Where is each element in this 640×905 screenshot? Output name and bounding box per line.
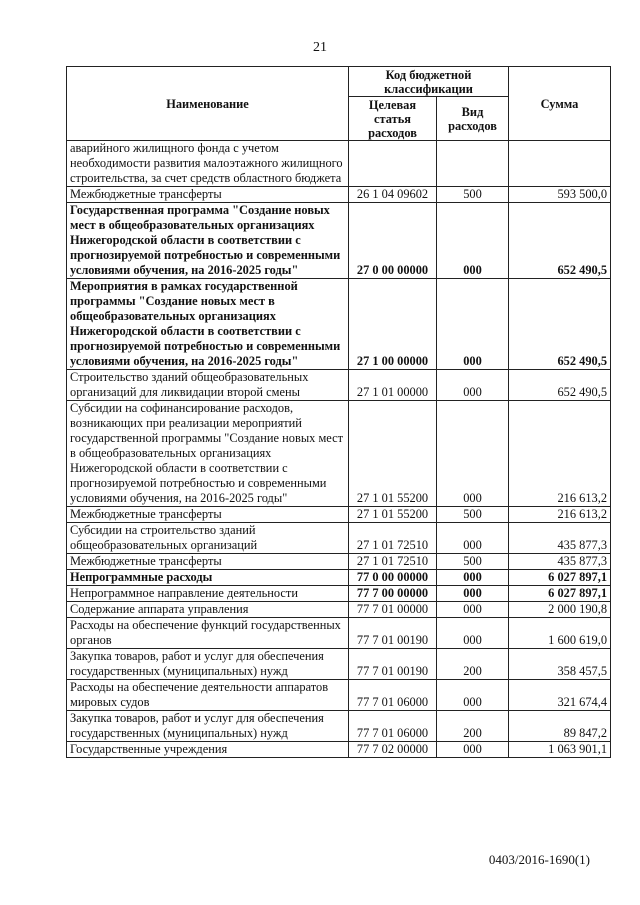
row-expense-type: [437, 141, 509, 187]
table-row: [67, 141, 611, 187]
row-expense-type: 200: [437, 649, 509, 680]
header-expense-type: Вид расходов: [437, 97, 509, 141]
table-row: [67, 742, 611, 758]
row-sum: 1 600 619,0: [509, 618, 611, 649]
row-sum: 6 027 897,1: [509, 586, 611, 602]
row-expense-type: 000: [437, 742, 509, 758]
row-sum: 216 613,2: [509, 507, 611, 523]
table-row: [67, 554, 611, 570]
row-sum: 321 674,4: [509, 680, 611, 711]
row-sum: 652 490,5: [509, 203, 611, 279]
table-row: [67, 570, 611, 586]
table-row: [67, 523, 611, 554]
row-target-article: 27 1 01 72510: [349, 554, 437, 570]
row-name: Строительство зданий общеобразовательных организаций для ликвидации второй смены: [67, 370, 349, 401]
row-sum: 2 000 190,8: [509, 602, 611, 618]
row-sum: 89 847,2: [509, 711, 611, 742]
row-name: Закупка товаров, работ и услуг для обеспечения государственных (муниципальных) нужд: [67, 649, 349, 680]
row-target-article: 27 1 00 00000: [349, 279, 437, 370]
row-target-article: 77 7 01 06000: [349, 680, 437, 711]
row-expense-type: 500: [437, 554, 509, 570]
row-expense-type: 000: [437, 279, 509, 370]
row-expense-type: 500: [437, 187, 509, 203]
row-sum: 652 490,5: [509, 279, 611, 370]
row-target-article: [349, 141, 437, 187]
row-name: Содержание аппарата управления: [67, 602, 349, 618]
row-name: Расходы на обеспечение функций государственных органов: [67, 618, 349, 649]
table-row: [67, 680, 611, 711]
row-expense-type: 000: [437, 401, 509, 507]
table-row: [67, 370, 611, 401]
table-row: [67, 187, 611, 203]
row-expense-type: 000: [437, 602, 509, 618]
row-sum: 652 490,5: [509, 370, 611, 401]
row-sum: [509, 141, 611, 187]
row-sum: 1 063 901,1: [509, 742, 611, 758]
row-expense-type: 000: [437, 586, 509, 602]
row-target-article: 77 7 00 00000: [349, 586, 437, 602]
row-target-article: 77 0 00 00000: [349, 570, 437, 586]
row-name: Закупка товаров, работ и услуг для обеспечения государственных (муниципальных) нужд: [67, 711, 349, 742]
row-name: аварийного жилищного фонда с учетом необходимости развития малоэтажного жилищного строительства, за счет средств областного бюджета: [67, 141, 349, 187]
header-sum: Сумма: [509, 67, 611, 141]
row-sum: 435 877,3: [509, 554, 611, 570]
page-number: 21: [313, 40, 327, 55]
row-name: Непрограммные расходы: [67, 570, 349, 586]
row-name: Государственная программа "Создание новых мест в общеобразовательных организациях Нижегородской области в соответствии с прогнозируемой потребностью и современными условиями обучения, на 2016-2025 годы": [67, 203, 349, 279]
table-row: [67, 586, 611, 602]
row-name: Межбюджетные трансферты: [67, 554, 349, 570]
table-row: [67, 401, 611, 507]
header-target-article: Целевая статья расходов: [349, 97, 437, 141]
row-expense-type: 000: [437, 523, 509, 554]
row-sum: 593 500,0: [509, 187, 611, 203]
table-row: [67, 507, 611, 523]
row-name: Расходы на обеспечение деятельности аппаратов мировых судов: [67, 680, 349, 711]
row-target-article: 27 0 00 00000: [349, 203, 437, 279]
row-target-article: 77 7 02 00000: [349, 742, 437, 758]
row-target-article: 27 1 01 72510: [349, 523, 437, 554]
row-name: Субсидии на строительство зданий общеобразовательных организаций: [67, 523, 349, 554]
table-row: [67, 602, 611, 618]
budget-table: [66, 66, 611, 758]
row-expense-type: 500: [437, 507, 509, 523]
table-row: [67, 649, 611, 680]
table-row: [67, 279, 611, 370]
row-expense-type: 000: [437, 570, 509, 586]
row-sum: 435 877,3: [509, 523, 611, 554]
row-target-article: 27 1 01 55200: [349, 507, 437, 523]
table-body: [67, 141, 611, 758]
row-expense-type: 000: [437, 370, 509, 401]
row-target-article: 77 7 01 06000: [349, 711, 437, 742]
row-name: Непрограммное направление деятельности: [67, 586, 349, 602]
table-row: [67, 203, 611, 279]
table-row: [67, 711, 611, 742]
row-expense-type: 000: [437, 680, 509, 711]
row-name: Мероприятия в рамках государственной программы "Создание новых мест в общеобразовательных организациях Нижегородской области в соответствии с прогнозируемой потребностью и современными условиями обучения, на 2016-2025 годы": [67, 279, 349, 370]
row-name: Государственные учреждения: [67, 742, 349, 758]
row-target-article: 77 7 01 00000: [349, 602, 437, 618]
row-name: Межбюджетные трансферты: [67, 187, 349, 203]
row-expense-type: 200: [437, 711, 509, 742]
row-name: Межбюджетные трансферты: [67, 507, 349, 523]
row-target-article: 27 1 01 00000: [349, 370, 437, 401]
row-expense-type: 000: [437, 618, 509, 649]
row-expense-type: 000: [437, 203, 509, 279]
document-code: 0403/2016-1690(1): [488, 852, 590, 867]
row-target-article: 77 7 01 00190: [349, 618, 437, 649]
row-target-article: 27 1 01 55200: [349, 401, 437, 507]
row-sum: 6 027 897,1: [509, 570, 611, 586]
table-row: [67, 618, 611, 649]
row-sum: 358 457,5: [509, 649, 611, 680]
header-name: Наименование: [67, 67, 349, 141]
row-target-article: 77 7 01 00190: [349, 649, 437, 680]
row-target-article: 26 1 04 09602: [349, 187, 437, 203]
header-budget-code: Код бюджетной классификации: [349, 67, 509, 97]
row-name: Субсидии на софинансирование расходов, возникающих при реализации мероприятий государственной программы "Создание новых мест в общеобразовательных организациях Нижегородской области в соответствии с прогнозируемой потребностью и современными условиями обучения, на 2016-2025 годы": [67, 401, 349, 507]
row-sum: 216 613,2: [509, 401, 611, 507]
